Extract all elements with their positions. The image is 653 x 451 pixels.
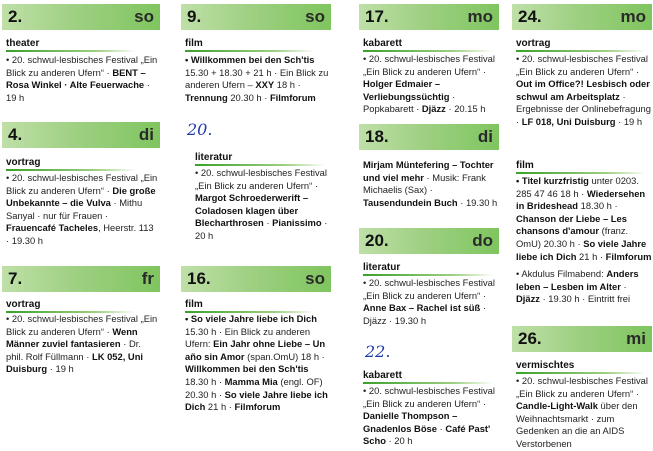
event-entry: • 20. schwul-lesbisches Festival „Ein Blick zu anderen Ufern“ · Anne Bax – Rachel ist süß · Djäzz · 19.30 h [363,277,495,326]
day-header-20 [359,228,499,254]
day-number: 24. [518,7,542,26]
category-vortrag: vortrag [516,38,551,49]
category-film: film [185,38,203,49]
day-header-24 [512,4,652,30]
day-number: 17. [365,7,389,26]
category-vermischtes: vermischtes [516,360,575,371]
day-weekday: so [305,7,325,26]
day-number: 16. [187,269,211,288]
day-number: 26. [518,329,542,348]
event-entry: • So viele Jahre liebe ich Dich 15.30 h · Ein Blick zu anderen Ufern: Ein Jahr ohne Liebe – Un año sin Amor (span.OmU) 18 h · Willkommen bei den Sch'tis 18.30 h · Mamma Mia (engl. OF) 20.30 h · So viele Jahre liebe ich Dich 21 h · Filmforum [185,313,328,413]
day-weekday: fr [141,269,154,288]
event-entry: • 20. schwul-lesbisches Festival „Ein Blick zu anderen Ufern“ · Danielle Thompson – Gnadenlos Böse · Café Past' Scho · 20 h [363,385,495,447]
day-header-18 [359,124,499,150]
category-theater: theater [6,38,40,49]
day-weekday: mi [626,329,646,348]
day-weekday: di [477,127,493,146]
day-number: 2. [8,7,23,26]
event-entry: • 20. schwul-lesbisches Festival „Ein Blick zu anderen Ufern“ · Margot Schroederwerift – Coladosen klagen über Blecharthrosen · Pianissimo · 20 h [195,167,328,241]
category-film: film [516,160,534,171]
category-film: film [185,299,203,310]
day-weekday: so [305,269,325,288]
event-entry: Mirjam Müntefering – Tochter und viel mehr · Musik: Frank Michaelis (Sax) · Tausendundein Buch · 19.30 h [363,159,498,208]
event-entry: • Willkommen bei den Sch'tis 15.30 + 18.30 + 21 h · Ein Blick zu anderen Ufern – XXY 18 h · Trennung 20.30 h · Filmforum [185,54,329,103]
day-header-26 [512,326,652,352]
day-number: 9. [187,7,202,26]
category-literatur: literatur [363,262,401,273]
event-entry: • 20. schwul-lesbisches Festival „Ein Blick zu anderen Ufern“ · Wenn Männer zuviel fantasieren · Dr. phil. Rolf Füllmann · LK 052, Uni Duisburg · 19 h [6,313,158,375]
day-header-4 [2,122,160,148]
event-entry: • 20. schwul-lesbisches Festival „Ein Blick zu anderen Ufern“ · Holger Edmaier – Verliebungssüchtig · Popkabarett · Djäzz · 20.15 h [363,53,495,115]
event-entry: • Akdulus Filmabend: Anders leben – Lesben im Alter · Djäzz · 19.30 h · Eintritt frei [516,268,639,305]
day-header-16 [181,266,331,292]
category-kabarett: kabarett [363,38,402,49]
event-entry: • 20. schwul-lesbisches Festival „Ein Blick zu anderen Ufern“ · Die große Unbekannte – die Vulva · Mithu Sanyal · nur für Frauen · Frauencafé Tacheles, Heerstr. 113 · 19.30 h [6,172,158,246]
event-entry: • 20. schwul-lesbisches Festival „Ein Blick zu anderen Ufern“ · Candle-Light-Walk über den Weihnachtsmarkt · zum Gedenken an die an AIDS Verstorbenen [516,375,648,449]
day-weekday: mo [620,7,646,26]
handwritten-note: 22. [365,342,391,361]
day-header-2 [2,4,160,30]
category-vortrag: vortrag [6,157,41,168]
day-weekday: mo [467,7,493,26]
day-header-7 [2,266,160,292]
event-entry: • Titel kurzfristig unter 0203. 285 47 46 18 h · Wiedersehen in Brideshead 18.30 h · Chanson der Liebe – Les chansons d'amour (franz. OmU) 20.30 h · So viele Jahre liebe ich Dich 21 h · Filmforum [516,175,652,262]
category-literatur: literatur [195,152,233,163]
event-entry: • 20. schwul-lesbisches Festival „Ein Blick zu anderen Ufern“ · BENT – Rosa Winkel · Alte Feuerwache · 19 h [6,54,158,103]
day-weekday: do [472,231,493,250]
handwritten-note: 20. [187,120,213,139]
day-number: 20. [365,231,389,250]
day-number: 7. [8,269,23,288]
event-entry: • 20. schwul-lesbisches Festival „Ein Blick zu anderen Ufern“ · Out im Office?! Lesbisch oder schwul am Arbeitsplatz · Ergebnisse der Onlinebefragung · LF 018, Uni Duisburg · 19 h [516,53,651,127]
day-header-17 [359,4,499,30]
day-weekday: so [134,7,154,26]
day-header-9 [181,4,331,30]
category-kabarett: kabarett [363,370,402,381]
day-number: 4. [8,125,23,144]
day-weekday: di [138,125,154,144]
day-number: 18. [365,127,389,146]
category-vortrag: vortrag [6,299,41,310]
